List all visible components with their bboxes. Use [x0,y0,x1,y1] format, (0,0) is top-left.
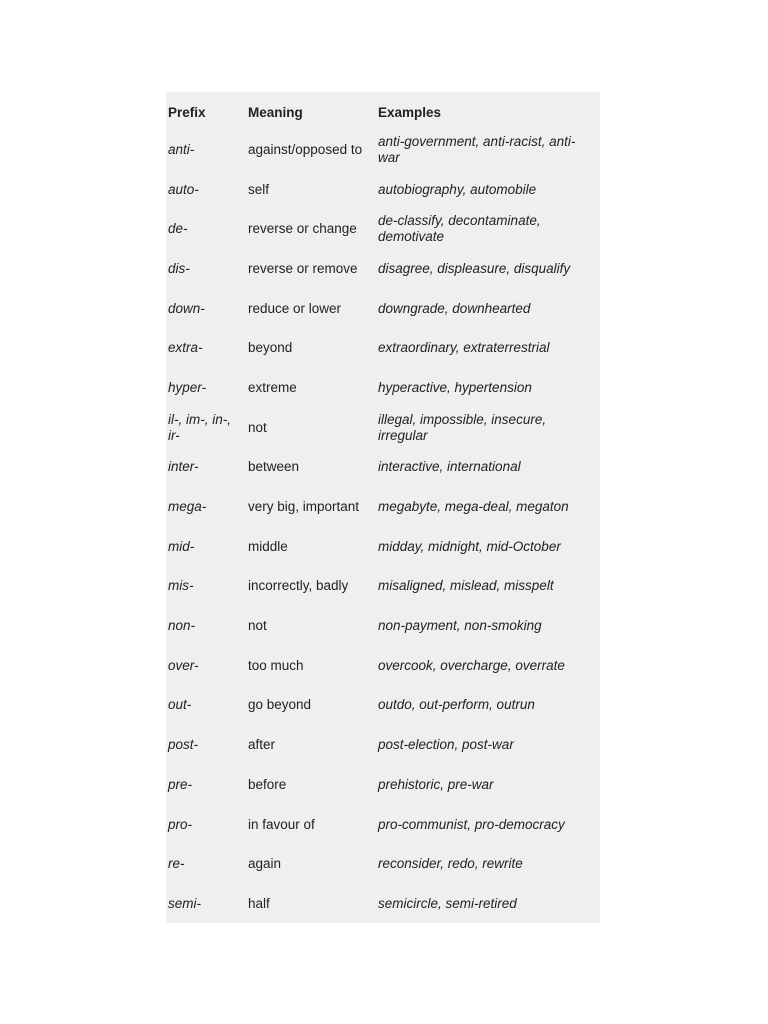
prefix-cell: il-, im-, in-, ir- [168,411,231,443]
examples-cell: anti-government, anti-racist, anti-war [378,133,576,165]
header-prefix: Prefix [168,104,206,120]
table-row [166,606,600,646]
prefix-table-container [166,92,600,923]
examples-cell: de-classify, decontaminate, demotivate [378,213,541,245]
table-row [166,725,600,765]
table-row [166,130,600,170]
prefix-table [166,92,600,924]
prefix-cell: semi- [168,895,201,911]
prefix-cell: extra- [168,340,203,356]
prefix-cell: down- [168,300,205,316]
examples-cell: pro-communist, pro-democracy [378,816,565,832]
prefix-cell: post- [168,737,199,753]
prefix-cell: mis- [168,578,194,594]
meaning-cell: reduce or lower [248,300,342,316]
table-row [166,368,600,408]
meaning-cell: incorrectly, badly [248,578,349,594]
prefix-cell: re- [168,856,185,872]
header-examples: Examples [378,104,442,120]
table-row [166,289,600,329]
table-row [166,448,600,488]
table-row [166,805,600,845]
examples-cell: misaligned, mislead, misspelt [378,578,554,594]
table-row [166,527,600,567]
examples-cell: outdo, out-perform, outrun [378,697,535,713]
meaning-cell: after [248,737,276,753]
prefix-cell: inter- [168,459,199,475]
prefix-cell: over- [168,657,199,673]
examples-cell: post-election, post-war [378,737,514,753]
examples-cell: semicircle, semi-retired [378,895,517,911]
meaning-cell: beyond [248,340,293,356]
meaning-cell: reverse or change [248,221,357,237]
examples-cell: illegal, impossible, insecure, irregular [378,411,547,443]
meaning-cell: again [248,856,282,872]
meaning-cell: before [248,776,287,792]
meaning-cell: not [248,419,267,435]
prefix-cell: hyper- [168,379,207,395]
meaning-cell: too much [248,657,304,673]
table-row [166,844,600,884]
table-row [166,646,600,686]
meaning-cell: go beyond [248,697,312,713]
prefix-cell: pre- [168,776,193,792]
meaning-cell: middle [248,538,288,554]
table-row [166,686,600,726]
prefix-cell: dis- [168,260,190,276]
meaning-cell: not [248,618,267,634]
prefix-cell: mega- [168,499,207,515]
table-row [166,765,600,805]
table-row [166,170,600,210]
examples-cell: hyperactive, hypertension [378,379,532,395]
table-header [166,92,600,130]
meaning-cell: in favour of [248,816,315,832]
meaning-cell: against/opposed to [248,141,363,157]
prefix-cell: auto- [168,181,199,197]
meaning-cell: extreme [248,379,297,395]
prefix-cell: non- [168,618,196,634]
table-row [166,487,600,527]
meaning-cell: self [248,181,270,197]
header-row [166,92,600,130]
meaning-cell: half [248,895,270,911]
table-row [166,884,600,924]
prefix-cell: pro- [168,816,193,832]
table-row [166,209,600,249]
prefix-cell: anti- [168,141,195,157]
examples-cell: prehistoric, pre-war [378,776,494,792]
table-row [166,567,600,607]
examples-cell: megabyte, mega-deal, megaton [378,499,569,515]
meaning-cell: very big, important [248,499,360,515]
table-row [166,249,600,289]
table-row [166,408,600,448]
examples-cell: overcook, overcharge, overrate [378,657,565,673]
prefix-cell: out- [168,697,192,713]
examples-cell: disagree, displeasure, disqualify [378,260,571,276]
examples-cell: reconsider, redo, rewrite [378,856,523,872]
header-meaning: Meaning [248,104,303,120]
meaning-cell: between [248,459,300,475]
examples-cell: autobiography, automobile [378,181,537,197]
examples-cell: non-payment, non-smoking [378,618,542,634]
examples-cell: extraordinary, extraterrestrial [378,340,550,356]
table-body [166,130,600,924]
table-row [166,328,600,368]
examples-cell: interactive, international [378,459,521,475]
meaning-cell: reverse or remove [248,260,358,276]
examples-cell: midday, midnight, mid-October [378,538,561,554]
prefix-cell: de- [168,221,188,237]
examples-cell: downgrade, downhearted [378,300,531,316]
prefix-cell: mid- [168,538,195,554]
